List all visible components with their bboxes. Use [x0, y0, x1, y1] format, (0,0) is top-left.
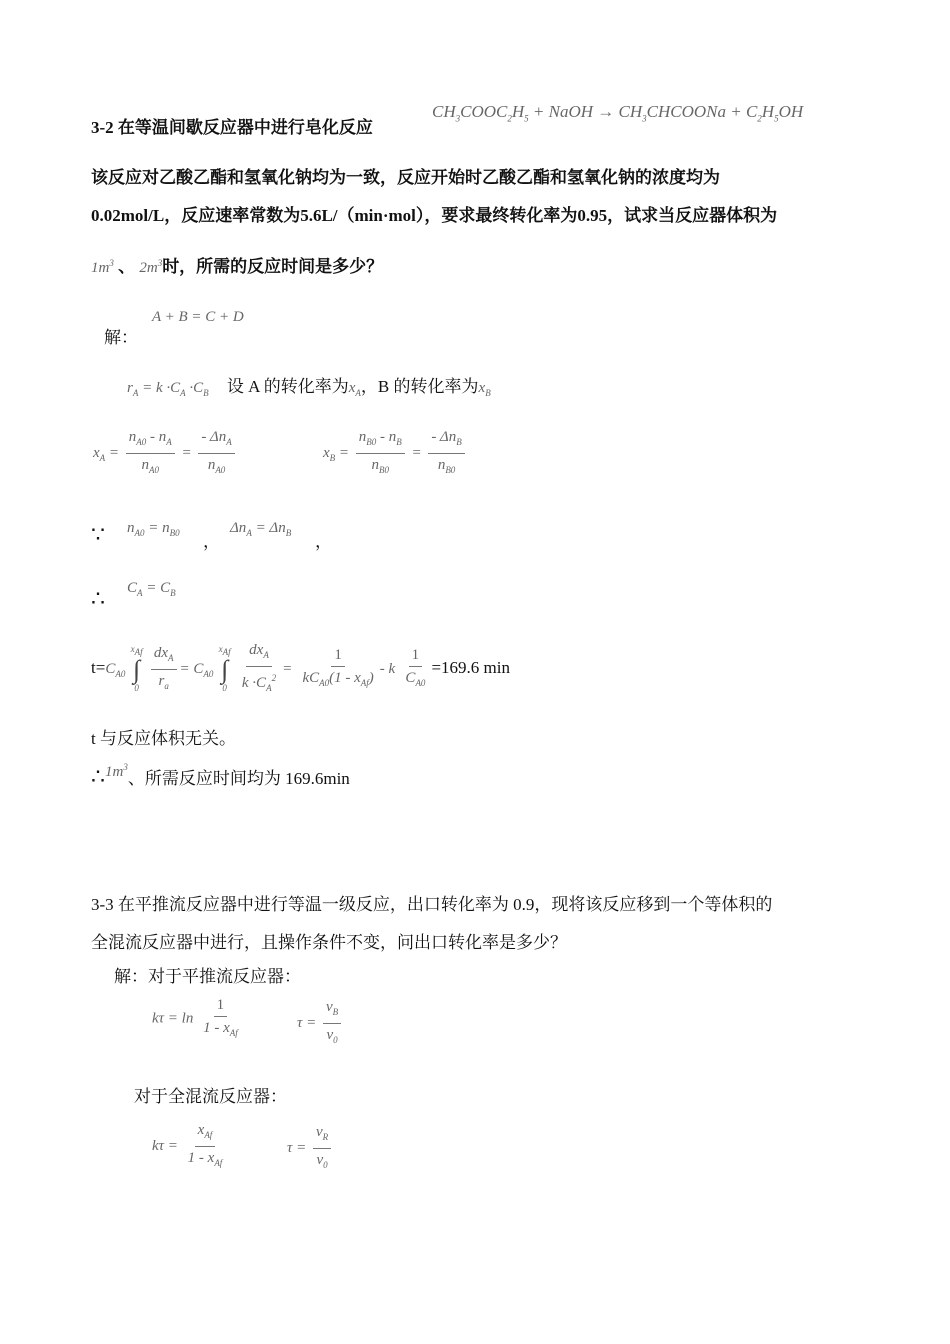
- problem-line-4: [91, 252, 383, 277]
- solve-label: 解：: [104, 328, 138, 347]
- time-integral-formula: $t=C_{A0}$ $x_{Af}$ ∫ 0 $\frac{dx_A}{r_a}$ = $C_{A0}$ $x_{Af}$ ∫ 0 $\frac{dx_A}{k \cdot C_A^2}$ = $\frac{1}{kC_{A0}(1 - x_{Af})}$ - k $\frac{1}{C_{A0}}$ =169.6 min: [91, 642, 510, 694]
- conversion-xa-formula: $x_A$ = $\frac{n_{A0} - n_A}{n_{A0}}$ = $\frac{- \Delta n_A}{n_{A0}}$: [93, 428, 238, 479]
- therefore-symbol-1: ∴: [91, 586, 105, 611]
- pfr-formula: kτ = ln $\frac{1}{1 - x_{Af}}$: [152, 997, 238, 1038]
- t-result: =169.6 min: [431, 657, 510, 677]
- because-symbol: ∵: [91, 522, 105, 547]
- volume-2m3: $2m^3$: [139, 258, 163, 276]
- reaction-abcd: A + B = C + D: [152, 309, 244, 325]
- rate-line: [127, 372, 491, 398]
- conversion-xb-formula: $x_B$ = $\frac{n_{B0} - n_B}{n_{B0}}$ = $\frac{- \Delta n_B}{n_{B0}}$: [323, 428, 468, 479]
- problem-3-2-heading: [91, 113, 373, 138]
- problem-line-2: 该反应对乙酸乙酯和氢氧化钠均为一致，反应开始时乙酸乙酯和氢氧化钠的浓度均为: [91, 168, 720, 187]
- comma-2: ，: [315, 532, 332, 551]
- conclusion-text: 、所需反应时间均为 169.6min: [127, 769, 350, 788]
- rate-text-a: 设 A 的转化率为: [226, 377, 349, 396]
- problem-3-3-line-2: 全混流反应器中进行，且操作条件不变，问出口转化率是多少？: [91, 933, 567, 952]
- problem-3-3-line-1: 3-3 在平推流反应器中进行等温一级反应，出口转化率为 0.9，现将该反应移到一个等体积的: [91, 895, 773, 914]
- pfr-label: 解：对于平推流反应器：: [114, 967, 301, 986]
- separator: 、: [118, 257, 136, 276]
- question-tail: 时，所需的反应时间是多少？: [162, 257, 384, 276]
- therefore-symbol-2: ∴: [91, 764, 105, 789]
- t-prefix: t=: [91, 657, 106, 677]
- conclusion-line: [91, 764, 350, 790]
- delta-equal: $\Delta n_A = \Delta n_B$: [230, 520, 292, 538]
- volume-1m3: $1m^3$: [91, 258, 114, 276]
- rate-expression: $r_A = k \cdot C_A \cdot C_B$: [127, 380, 209, 398]
- cstr-label: 对于全混流反应器：: [134, 1087, 287, 1106]
- volume-independent: t 与反应体积无关。: [91, 729, 236, 748]
- problem-title: 在等温间歇反应器中进行皂化反应: [117, 118, 373, 137]
- xb-symbol: $x_B$: [478, 380, 491, 398]
- problem-label: 3-2: [91, 118, 114, 137]
- reaction-equation: $CH_3COOC_2H_5$ + NaOH → $CH_3CHCOONa + C_2H_5OH$: [432, 102, 804, 124]
- comma-1: ，: [203, 532, 220, 551]
- cstr-tau: τ = $\frac{v_R}{v_0}$: [287, 1123, 334, 1174]
- xa-symbol: $x_A$: [348, 380, 361, 398]
- problem-line-3: 0.02mol/L，反应速率常数为5.6L/（min·mol），要求最终转化率为0.95，试求当反应器体积为: [91, 206, 778, 225]
- rate-text-b: ，B 的转化率为: [360, 377, 479, 396]
- cstr-formula: kτ = $\frac{x_{Af}}{1 - x_{Af}}$: [152, 1122, 223, 1168]
- initial-equal: $n_{A0} = n_{B0}$: [127, 520, 180, 538]
- volume-1m3-result: $1m^3$: [105, 762, 128, 780]
- concentration-equal: $C_A = C_B$: [127, 580, 176, 598]
- pfr-tau: τ = $\frac{v_B}{v_0}$: [297, 998, 344, 1049]
